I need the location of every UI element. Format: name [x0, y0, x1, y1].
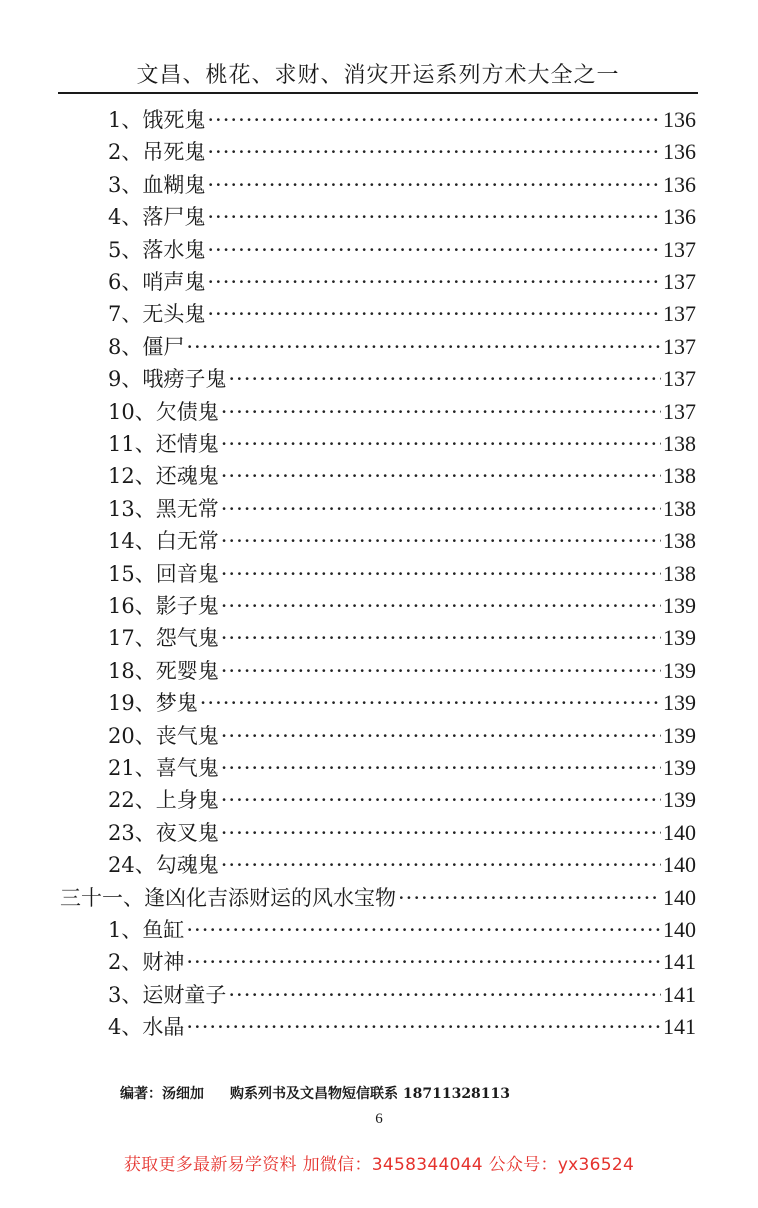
- toc-entry-page: 139: [663, 690, 696, 715]
- toc-entry: [108, 169, 696, 201]
- toc-entry: [108, 558, 696, 590]
- toc-entry-page: 137: [663, 334, 696, 359]
- toc-entry: [108, 428, 696, 460]
- toc-entry: [108, 460, 696, 492]
- toc-entry-title: 5、落水鬼: [108, 238, 206, 262]
- dot-leader: [221, 784, 661, 816]
- toc-entry-page: 136: [663, 204, 696, 229]
- toc-entry-title: 4、水晶: [108, 1015, 185, 1039]
- toc-chapter-entry: [60, 882, 696, 914]
- toc-entry: [108, 784, 696, 816]
- toc-entry-title: 24、勾魂鬼: [108, 853, 219, 877]
- toc-entry-page: 140: [663, 917, 696, 942]
- toc-entry-title: 4、落尸鬼: [108, 205, 206, 229]
- toc-entry-title: 20、丧气鬼: [108, 724, 219, 748]
- dot-leader: [221, 493, 661, 525]
- toc-entry-page: 141: [663, 949, 696, 974]
- dot-leader: [221, 428, 661, 460]
- toc-entry-page: 141: [663, 1014, 696, 1039]
- author-credit: 编著：汤细加: [120, 1086, 204, 1102]
- toc-entry-title: 18、死婴鬼: [108, 659, 219, 683]
- toc-entry-title: 2、财神: [108, 950, 185, 974]
- toc-entry: [108, 136, 696, 168]
- toc-entry-page: 140: [663, 852, 696, 877]
- toc-entry: [108, 590, 696, 622]
- dot-leader: [221, 849, 661, 881]
- toc-entry: [108, 201, 696, 233]
- dot-leader: [207, 169, 661, 201]
- toc-entry-title: 17、怨气鬼: [108, 626, 219, 650]
- toc-entry-page: 139: [663, 787, 696, 812]
- toc-entry: [108, 687, 696, 719]
- toc-entry-title: 6、哨声鬼: [108, 270, 206, 294]
- dot-leader: [186, 1011, 661, 1043]
- toc-entry: [108, 266, 696, 298]
- toc-entry-title: 19、梦鬼: [108, 691, 198, 715]
- dot-leader: [228, 979, 661, 1011]
- dot-leader: [228, 363, 661, 395]
- toc-entry-title: 三十一、逢凶化吉添财运的风水宝物: [60, 886, 396, 910]
- toc-entry-page: 137: [663, 399, 696, 424]
- toc-entry-title: 1、鱼缸: [108, 918, 185, 942]
- toc-entry: [108, 396, 696, 428]
- toc-entry-title: 1、饿死鬼: [108, 108, 206, 132]
- toc-entry: [108, 525, 696, 557]
- dot-leader: [200, 687, 661, 719]
- toc-entry-page: 140: [663, 820, 696, 845]
- toc-entry: [108, 331, 696, 363]
- toc-entry: [108, 752, 696, 784]
- toc-entry-page: 139: [663, 723, 696, 748]
- dot-leader: [186, 914, 661, 946]
- toc-entry-page: 139: [663, 593, 696, 618]
- toc-entry: [108, 104, 696, 136]
- toc-entry-page: 140: [663, 885, 696, 910]
- toc-entry-page: 138: [663, 496, 696, 521]
- toc-entry-page: 138: [663, 463, 696, 488]
- toc-entry-title: 22、上身鬼: [108, 788, 219, 812]
- header-rule: [58, 92, 698, 94]
- dot-leader: [221, 817, 661, 849]
- toc-entry-title: 13、黑无常: [108, 497, 219, 521]
- toc-entry: [108, 493, 696, 525]
- dot-leader: [221, 720, 661, 752]
- toc-entry: [108, 817, 696, 849]
- toc-entry-title: 12、还魂鬼: [108, 464, 219, 488]
- dot-leader: [221, 396, 661, 428]
- contact-info: 购系列书及文昌物短信联系 18711328113: [230, 1086, 511, 1102]
- dot-leader: [207, 136, 661, 168]
- toc-entry-page: 138: [663, 528, 696, 553]
- toc-entry: [108, 979, 696, 1011]
- toc-entry-title: 14、白无常: [108, 529, 219, 553]
- dot-leader: [221, 752, 661, 784]
- toc-entry: [108, 655, 696, 687]
- toc-entry-title: 8、僵尸: [108, 335, 185, 359]
- toc-entry-title: 9、哦痨子鬼: [108, 367, 227, 391]
- toc-entry-title: 21、喜气鬼: [108, 756, 219, 780]
- dot-leader: [207, 104, 661, 136]
- dot-leader: [186, 946, 661, 978]
- toc-entry: [108, 363, 696, 395]
- toc-entry: [108, 234, 696, 266]
- toc-entry: [108, 1011, 696, 1043]
- toc-entry-page: 137: [663, 301, 696, 326]
- toc-entry: [108, 622, 696, 654]
- dot-leader: [221, 622, 661, 654]
- toc-entry-page: 136: [663, 172, 696, 197]
- toc-entry-title: 23、夜叉鬼: [108, 821, 219, 845]
- toc-entry-page: 139: [663, 625, 696, 650]
- promo-banner: 获取更多最新易学资料 加微信：3458344044 公众号：yx36524: [123, 1155, 635, 1175]
- toc-entry-page: 139: [663, 755, 696, 780]
- dot-leader: [221, 525, 661, 557]
- toc-entry-title: 3、血糊鬼: [108, 173, 206, 197]
- dot-leader: [207, 201, 661, 233]
- dot-leader: [207, 234, 661, 266]
- toc-entry: [108, 298, 696, 330]
- toc-entry-title: 11、还情鬼: [108, 432, 219, 456]
- toc-entry-page: 137: [663, 366, 696, 391]
- toc-entry-page: 138: [663, 561, 696, 586]
- dot-leader: [207, 266, 661, 298]
- dot-leader: [221, 655, 661, 687]
- toc-entry-page: 136: [663, 139, 696, 164]
- toc-entry-page: 139: [663, 658, 696, 683]
- toc-entry-page: 137: [663, 237, 696, 262]
- dot-leader: [221, 460, 661, 492]
- toc-entry-page: 141: [663, 982, 696, 1007]
- running-header: 文昌、桃花、求财、消灾开运系列方术大全之一: [136, 63, 620, 88]
- toc-entry-page: 137: [663, 269, 696, 294]
- footer-credits: [120, 1083, 510, 1103]
- toc-entry-title: 3、运财童子: [108, 983, 227, 1007]
- toc-entry: [108, 849, 696, 881]
- toc-entry-title: 10、欠债鬼: [108, 400, 219, 424]
- toc-entry-title: 16、影子鬼: [108, 594, 219, 618]
- toc-entry-title: 15、回音鬼: [108, 562, 219, 586]
- toc-entry: [108, 914, 696, 946]
- toc-entry-title: 2、吊死鬼: [108, 140, 206, 164]
- dot-leader: [221, 558, 661, 590]
- dot-leader: [186, 331, 661, 363]
- dot-leader: [398, 882, 661, 914]
- page-number: 6: [375, 1111, 383, 1127]
- toc-entry-title: 7、无头鬼: [108, 302, 206, 326]
- toc-entry-page: 138: [663, 431, 696, 456]
- toc-entry-page: 136: [663, 107, 696, 132]
- dot-leader: [221, 590, 661, 622]
- toc-entry: [108, 946, 696, 978]
- toc-entry: [108, 720, 696, 752]
- dot-leader: [207, 298, 661, 330]
